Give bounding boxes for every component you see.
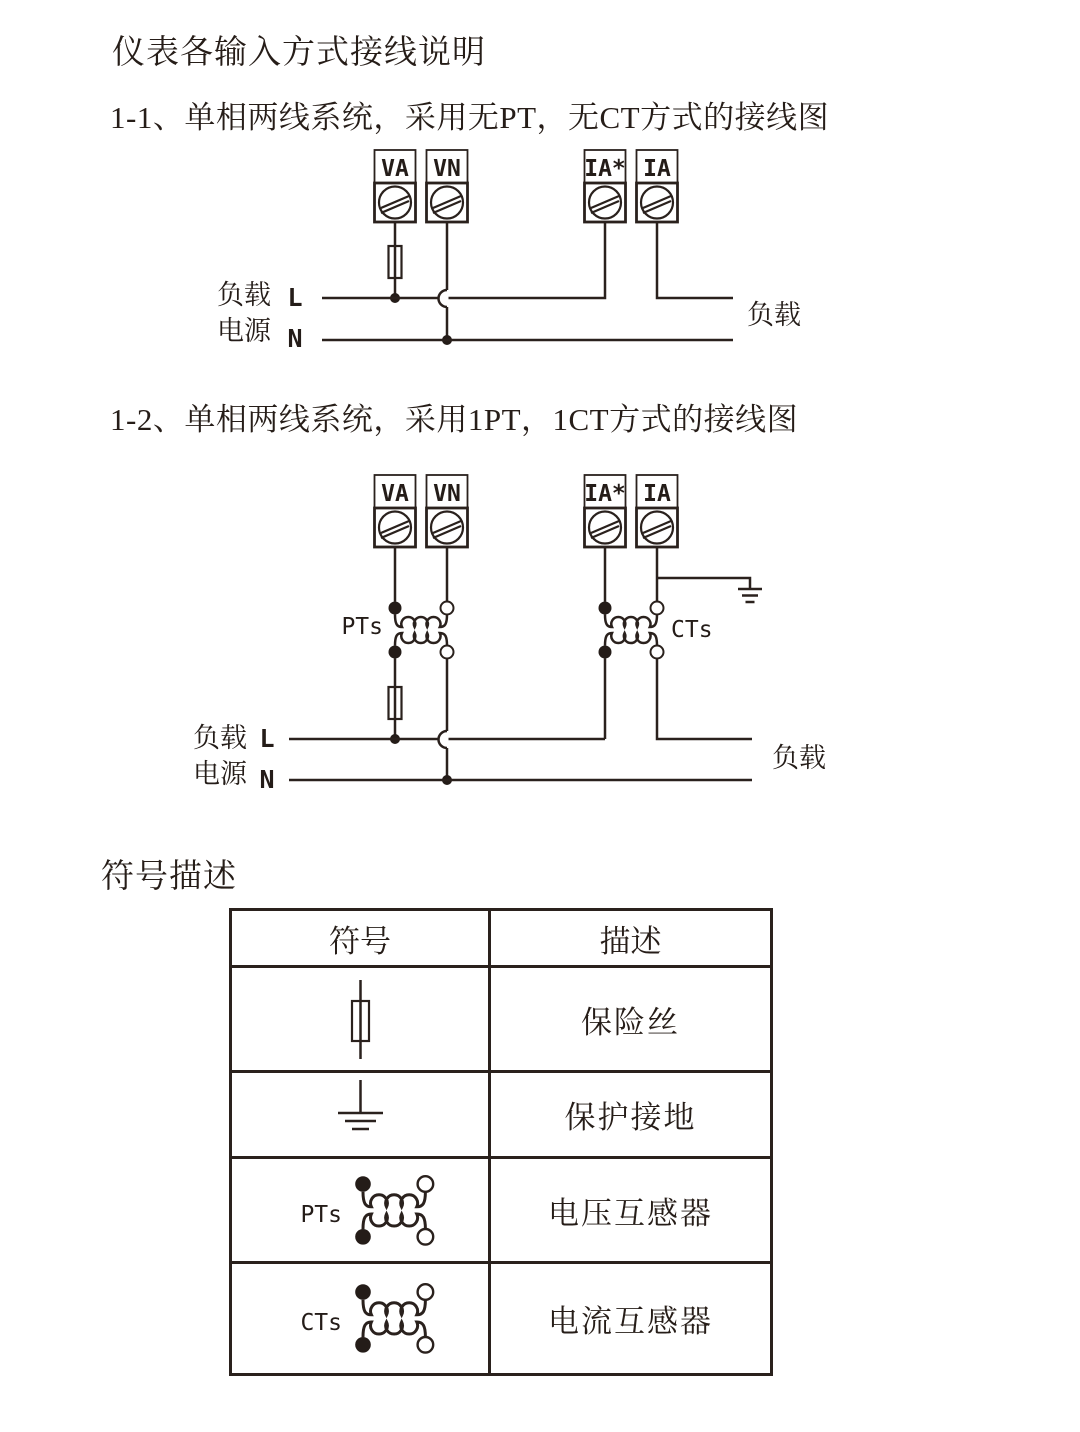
ct-label: CTs xyxy=(300,1309,342,1336)
source-label-line2: 电源 xyxy=(217,316,271,346)
wiring-diagram-2 xyxy=(0,460,1080,840)
current-transformer-icon xyxy=(599,602,664,659)
source-label-line1: 负载 xyxy=(217,280,271,310)
section-1-1-heading: 1-1、单相两线系统，采用无PT，无CT方式的接线图 xyxy=(110,100,830,135)
live-label: L xyxy=(287,283,303,312)
terminal-label-ia-star: IA* xyxy=(584,156,626,182)
load-label: 负载 xyxy=(747,300,801,330)
symbol-table-header-symbol: 符号 xyxy=(329,923,391,959)
voltage-transformer-icon xyxy=(389,602,454,659)
wire-load xyxy=(657,222,733,298)
voltage-transformer-icon xyxy=(232,1158,488,1263)
source-label-line2: 电源 xyxy=(193,759,247,789)
pt-label: PTs xyxy=(341,614,383,640)
live-label: L xyxy=(259,724,275,753)
terminal-label-vn: VN xyxy=(433,156,461,182)
table-row-fuse-symbol xyxy=(232,965,488,1070)
table-row-ct-symbol xyxy=(232,1261,488,1373)
current-transformer-icon xyxy=(232,1263,488,1375)
table-row-fuse-description: 保险丝 xyxy=(488,965,770,1070)
table-row-ct-description: 电流互感器 xyxy=(488,1261,770,1373)
neutral-label: N xyxy=(287,324,303,353)
wire-load xyxy=(657,659,752,740)
fuse-icon xyxy=(232,967,488,1072)
terminal-label-va: VA xyxy=(381,481,409,507)
terminal-label-ia: IA xyxy=(643,481,671,507)
wire-hop xyxy=(439,290,448,307)
ground-icon xyxy=(738,589,762,602)
symbol-table-header-description: 描述 xyxy=(488,911,770,965)
table-row-pt-symbol xyxy=(232,1156,488,1261)
page-title: 仪表各输入方式接线说明 xyxy=(112,35,486,71)
wire-hop xyxy=(439,731,448,748)
ground-icon xyxy=(232,1072,488,1158)
wiring-diagram-1 xyxy=(0,0,1080,380)
terminal-label-vn: VN xyxy=(433,481,461,507)
symbol-section-heading: 符号描述 xyxy=(101,859,237,895)
table-row-pt-description: 电压互感器 xyxy=(488,1156,770,1261)
ct-label: CTs xyxy=(671,617,713,643)
source-label-line1: 负载 xyxy=(193,723,247,753)
line-l xyxy=(449,222,606,298)
terminal-label-va: VA xyxy=(381,156,409,182)
section-1-2-heading: 1-2、单相两线系统，采用1PT，1CT方式的接线图 xyxy=(110,402,799,437)
pt-label: PTs xyxy=(300,1201,342,1228)
terminal-label-ia: IA xyxy=(643,156,671,182)
terminal-label-ia-star: IA* xyxy=(584,481,626,507)
ground-wire xyxy=(657,578,750,589)
load-label: 负载 xyxy=(772,743,826,773)
table-row-ground-symbol xyxy=(232,1070,488,1156)
table-row-ground-description: 保护接地 xyxy=(488,1070,770,1156)
symbol-table xyxy=(229,908,773,1376)
neutral-label: N xyxy=(259,765,275,794)
